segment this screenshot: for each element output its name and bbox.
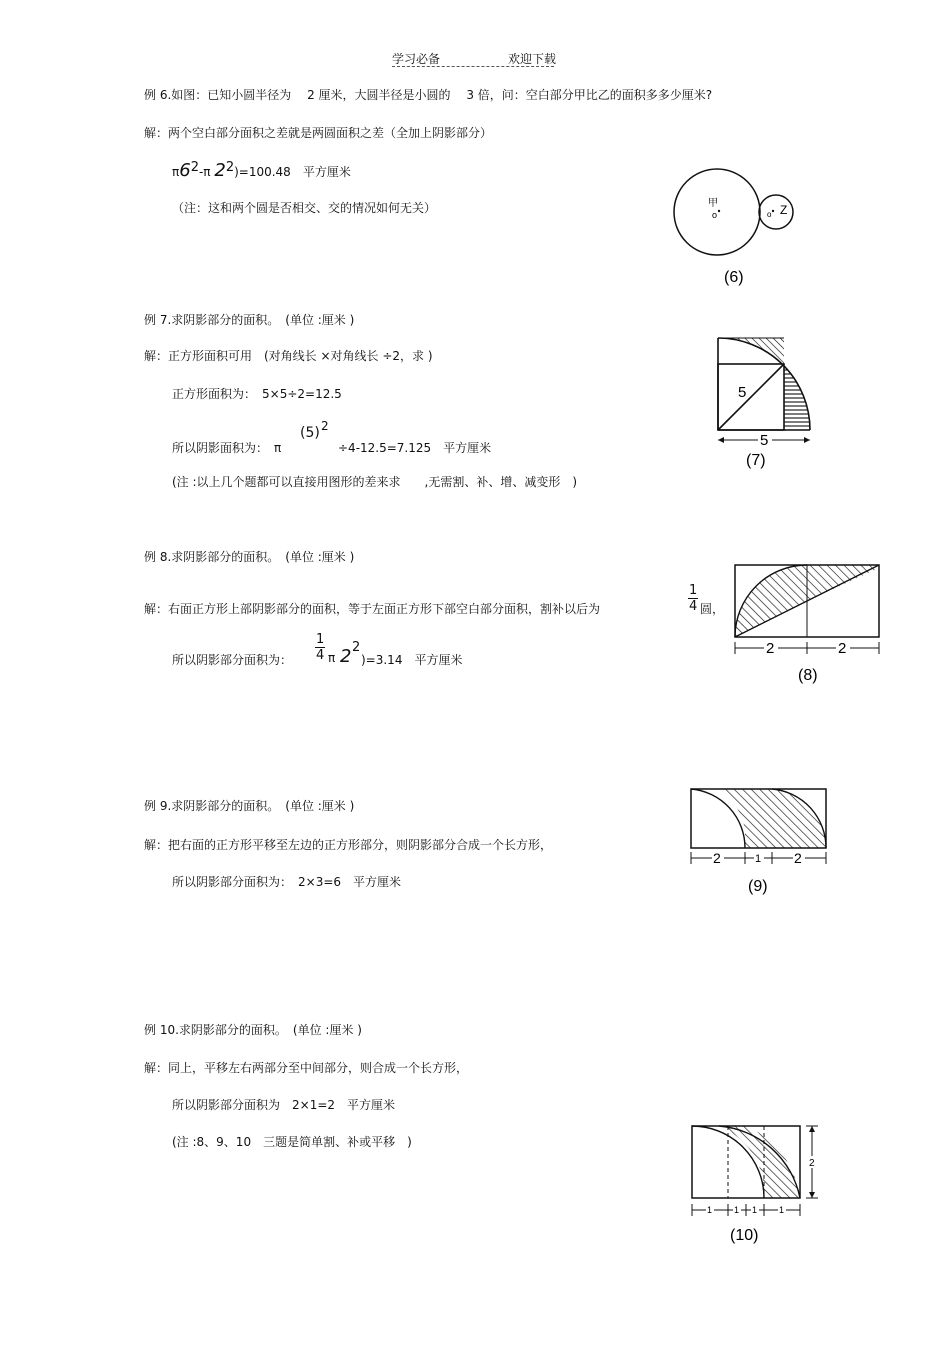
ex7-diagonal: [718, 364, 784, 430]
ex8-line1-fraction: [315, 632, 325, 663]
ex6-formula-exp2: 2: [225, 160, 235, 175]
ex6-formula-exp1: 2: [190, 160, 199, 175]
ex8-figure: [728, 560, 888, 690]
ex6-solution: 解：两个空白部分面积之差就是两圆面积之差（全加上阴影部分）: [144, 126, 493, 140]
ex6-fig-label-jia: 甲: [708, 198, 718, 209]
ex7-top-hatch: [718, 338, 784, 365]
ex9-fig-dim2: 1: [755, 853, 762, 865]
ex6-formula: [172, 160, 351, 182]
ex8-line1-two: 2: [340, 646, 352, 667]
ex7-caption: (7): [746, 452, 766, 469]
ex9-solution: 解：把右面的正方形平移至左边的正方形部分，则阴影部分合成一个长方形，: [144, 838, 553, 852]
ex6-formula-pi: π: [172, 165, 180, 179]
ex8-frac-num: 1: [689, 583, 698, 598]
ex7-fig-base: 5: [760, 432, 769, 449]
header-rule: [392, 66, 554, 67]
ex10-caption: (10): [730, 1227, 759, 1244]
ex7-line2-power: (5): [300, 425, 320, 441]
ex6-fig-label-o2: o: [767, 210, 772, 219]
ex8-line1-frac-num: 1: [316, 632, 325, 647]
ex6-fig-label-yi: Z: [780, 203, 788, 217]
ex10-fig-dim1: 1: [707, 1205, 713, 1215]
ex6-formula-rest: )=100.48 平方厘米: [234, 165, 351, 179]
ex9-question: 例 9.求阴影部分的面积。 (单位 :厘米 ): [144, 799, 355, 813]
ex10-figure: [684, 1118, 834, 1250]
ex8-frac-after: 圆，: [700, 602, 725, 616]
ex7-note: (注 :以上几个题都可以直接用图形的差来求 ,无需割、补、增、减变形 ): [172, 475, 578, 489]
ex10-fig-dim-right: 2: [809, 1158, 815, 1169]
ex7-figure: [710, 332, 820, 474]
header-right: 欢迎下载: [508, 52, 557, 66]
ex9-mid-hatch: [745, 789, 772, 848]
ex9-fig-dim3: 2: [794, 850, 802, 866]
ex10-fig-dim4: 1: [779, 1205, 785, 1215]
ex10-line1: 所以阴影部分面积为 2×1=2 平方厘米: [172, 1098, 396, 1112]
ex7-question: 例 7.求阴影部分的面积。 (单位 :厘米 ): [144, 313, 355, 327]
ex10-right-dim-arrow-top: [809, 1126, 815, 1132]
ex8-caption: (8): [798, 667, 818, 684]
ex8-line1-exp: 2: [352, 640, 361, 655]
ex6-question: 例 6.如图：已知小圆半径为 2 厘米，大圆半径是小圆的 3 倍，问：空白部分甲比乙的面积多多少厘米?: [144, 88, 713, 102]
ex6-small-circle: [759, 195, 793, 229]
ex10-fig-dim2: 1: [734, 1205, 740, 1215]
ex8-line1-prefix: 所以阴影部分面积为：: [172, 653, 293, 667]
ex6-formula-minus-pi: -π: [198, 165, 211, 179]
ex6-formula-six: 6: [179, 160, 191, 181]
ex6-center-dot-2: [772, 210, 774, 212]
header-left: 学习必备: [392, 52, 441, 66]
ex7-line2-prefix: 所以阴影面积为： π: [172, 441, 282, 455]
ex7-line2-exp: 2: [321, 419, 329, 433]
ex6-fig-label-o1: o: [712, 210, 718, 220]
ex6-note: （注：这和两个圆是否相交、交的情况如何无关）: [172, 201, 437, 215]
ex8-fraction: [688, 583, 698, 614]
ex10-right-dim-arrow-bottom: [809, 1192, 815, 1198]
ex8-left-hatch: [735, 565, 807, 637]
ex6-figure: [670, 160, 810, 290]
ex6-caption: (6): [724, 269, 744, 286]
ex10-question: 例 10.求阴影部分的面积。 (单位 :厘米 ): [144, 1023, 362, 1037]
ex9-left-hatch: [718, 789, 746, 848]
ex10-note: (注 :8、9、10 三题是简单割、补或平移 ): [172, 1135, 412, 1149]
ex7-line2-suffix: ÷4-12.5=7.125 平方厘米: [338, 441, 492, 455]
ex7-solution: 解：正方形面积可用 (对角线长 ×对角线长 ÷2，求 ): [144, 349, 433, 363]
ex7-right-hatch: [784, 365, 810, 430]
ex7-fig-diag: 5: [738, 384, 747, 401]
ex8-solution: 解：右面正方形上部阴影部分的面积，等于左面正方形下部空白部分面积，割补以后为: [144, 602, 601, 616]
ex8-line1-pi: π: [328, 651, 336, 665]
ex8-fig-dim2: 2: [838, 640, 847, 657]
ex7-line1: 正方形面积为： 5×5÷2=12.5: [172, 387, 342, 401]
ex10-fig-dim3: 1: [752, 1205, 758, 1215]
ex8-frac-den: 4: [689, 599, 698, 614]
ex9-caption: (9): [748, 878, 768, 895]
ex6-formula-two: 2: [214, 160, 226, 181]
ex8-fig-dim1: 2: [766, 640, 775, 657]
ex10-solution: 解：同上，平移左右两部分至中间部分，则合成一个长方形，: [144, 1061, 469, 1075]
ex8-line1-frac-den: 4: [316, 648, 325, 663]
ex8-line1-suffix: )=3.14 平方厘米: [361, 653, 463, 667]
ex7-dim-arrow-left: [718, 437, 724, 443]
ex6-center-dot-1: [718, 210, 720, 212]
ex7-dim-arrow-right: [804, 437, 810, 443]
ex9-figure: [684, 782, 834, 900]
ex9-fig-dim1: 2: [713, 850, 721, 866]
ex8-question: 例 8.求阴影部分的面积。 (单位 :厘米 ): [144, 550, 355, 564]
ex9-line1: 所以阴影部分面积为： 2×3=6 平方厘米: [172, 875, 402, 889]
